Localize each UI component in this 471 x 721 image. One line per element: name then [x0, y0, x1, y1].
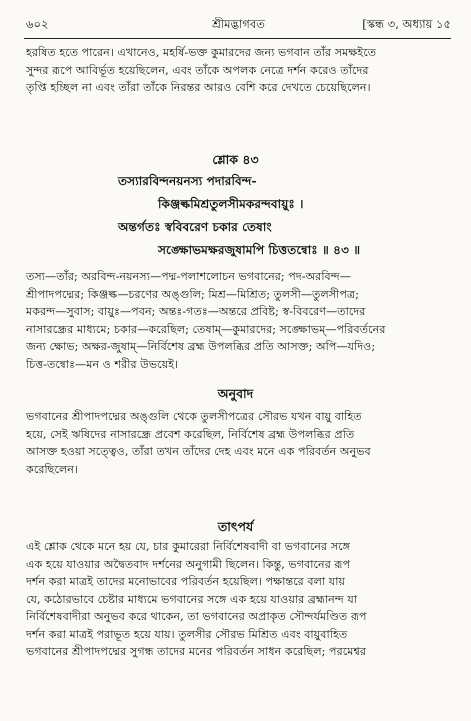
translation-heading: অনুবাদ — [217, 386, 254, 401]
translation-line: আসক্ত হওয়া সত্ত্বেও, তাঁরা তখন তাঁদের দেহ এবং মনে এক পরিবর্তন অনুভব — [26, 445, 371, 458]
synonym-line: মকরন্দ—সুবাস; বায়ুঃ—পবন; অন্তঃ-গতঃ—অন্তরে প্রবিষ্ট; স্ব-বিবরেণ—তাদের — [26, 305, 366, 318]
purport-line: দর্শন করা মাত্রই তাদের মনোভাবের পরিবর্তন হয়েছিল। পক্ষান্তরে বলা যায় — [26, 575, 346, 588]
purport-line: যে, কঠোরভাবে চেষ্টার মাধ্যমে ভগবানের সঙ্গে এক হয়ে যাওয়ার ব্রহ্মানন্দ যা — [26, 592, 358, 606]
translation-line: ভগবানের শ্রীপাদপদ্মের অঙ্গুলি থেকে তুলসীপত্রের সৌরভ যখন বায়ু বাহিত — [26, 410, 362, 423]
purport-line: নির্বিশেষবাদীরা অনুভব করে থাকেন, তা ভগবানের অপ্রাকৃত সৌন্দর্যমণ্ডিত রূপ — [26, 610, 367, 623]
translation-paragraph — [26, 408, 453, 478]
purport-heading: তাৎপর্য — [217, 519, 254, 534]
running-header — [26, 12, 451, 36]
page-number: ৬০২ — [26, 17, 49, 31]
header-rule — [24, 38, 451, 39]
synonym-line: শ্রীপাদপদ্মের; কিঞ্জল্ক—চরণের অঙ্গুলি; মিশ্র—মিশ্রিত; তুলসী—তুলসীপত্র; — [26, 287, 359, 301]
verse-line-4: সঙ্ক্ষোভমক্ষরজুষামপি চিত্ততন্বোঃ ॥ ৪৩ ॥ — [158, 243, 361, 257]
translation-line: হয়ে, সেই ঋষিদের নাসারন্ধ্রে প্রবেশ করেছিল, নির্বিশেষ ব্রহ্ম উপলব্ধির প্রতি — [26, 427, 355, 441]
verse-line-3: অন্তর্গতঃ স্ববিবরেণ চকার তেষাং — [118, 220, 272, 234]
verse-line-1: তস্যারবিন্দনয়নস্য পদারবিন্দ- — [118, 174, 257, 188]
book-title: শ্রীমদ্ভাগবত — [212, 17, 265, 31]
verse-line-2: কিঞ্জল্কমিশ্রতুলসীমকরন্দবায়ুঃ । — [158, 197, 304, 211]
purport-line: ভগবানের শ্রীপাদপদ্মের সুগন্ধ তাদের মনের পরিবর্তন সাধন করেছিল; পরমেশ্বর — [26, 645, 366, 658]
translation-line: করেছিলেন। — [26, 462, 78, 476]
purport-paragraph — [26, 538, 453, 661]
synonym-line: চিত্ত-তন্বোঃ—মন ও শরীর উভয়েই। — [26, 357, 179, 371]
intro-line: সুন্দর রূপে আবির্ভূত হয়েছিলেন, এবং তাঁকে অপলক নেত্রে দর্শন করেও তাঁদের — [26, 63, 369, 77]
purport-line: এই শ্লোক থেকে মনে হয় যে, চার কুমারেরা নির্বিশেষবাদী বা ভগবানের সঙ্গে — [26, 540, 351, 553]
synonym-line: তস্য—তাঁর; অরবিন্দ-নয়নস্য—পদ্ম-পলাশলোচন ভগবানের; পদ-অরবিন্দ— — [26, 270, 351, 283]
intro-line: হরষিত হতে পারেন। এখানেও, মহর্ষি-ভক্ত কুমারদের জন্য ভগবান তাঁর সমক্ষইতে — [26, 46, 377, 59]
chapter-reference: [স্কন্ধ ৩, অধ্যায় ১৫ — [362, 17, 451, 31]
purport-line: দর্শন করা মাত্রই পরাভূত হয়ে যায়। তুলসীর সৌরভ মিশ্রিত এবং বায়ুবাহিত — [26, 627, 348, 641]
verse-heading: শ্লোক ৪৩ — [212, 152, 259, 167]
intro-line: তৃপ্তি হচ্ছিল না এবং তাঁরা তাঁকে নিরন্তর আরও বেশি করে দেখতে চেয়েছিলেন। — [26, 81, 371, 94]
synonyms-paragraph — [26, 268, 453, 373]
synonym-line: নাসারন্ধ্রের মাধ্যমে; চকার—করেছিল; তেষাম্—কুমারদের; সঙ্ক্ষোভম্—পরিবর্তনের — [26, 322, 386, 336]
intro-paragraph — [26, 44, 453, 97]
purport-line: এক হয়ে যাওয়ার অদ্বৈতবাদ দর্শনের অনুগামী ছিলেন। কিন্তু, ভগবানের রূপ — [26, 557, 351, 571]
synonym-line: জন্য ক্ষোভ; অক্ষর-জুষাম্—নির্বিশেষ ব্রহ্ম উপলব্ধির প্রতি আসক্ত; অপি—যদিও; — [26, 340, 376, 353]
